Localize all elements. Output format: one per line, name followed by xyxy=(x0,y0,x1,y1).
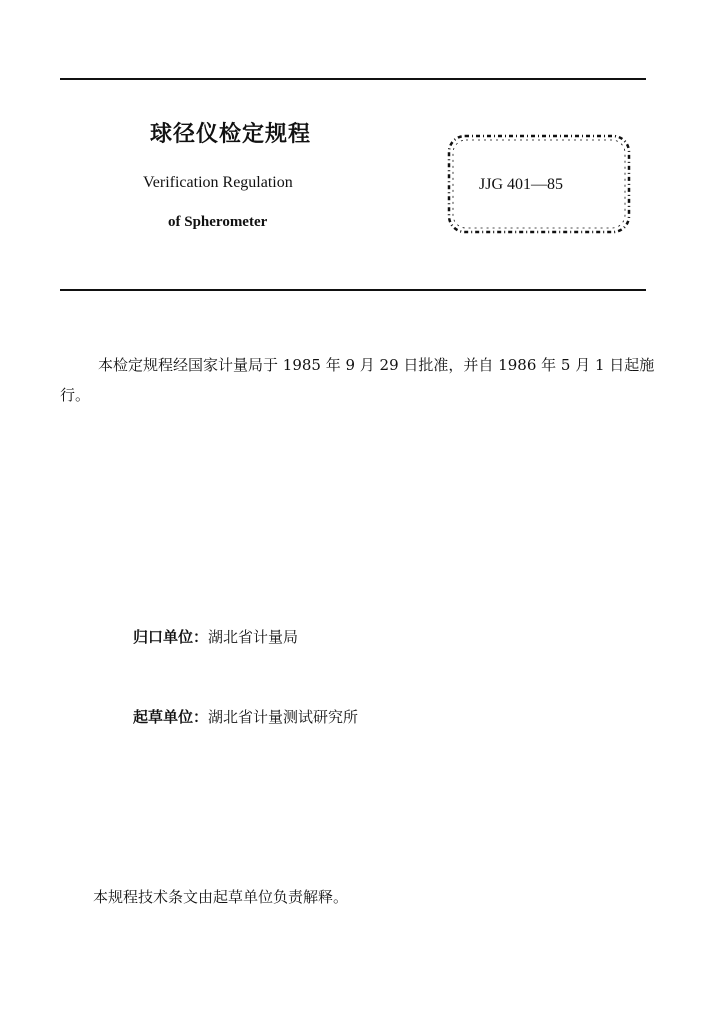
drafting-unit-label: 起草单位： xyxy=(133,708,209,726)
document-title-en-line1: Verification Regulation xyxy=(143,174,293,191)
approval-paragraph: 本检定规程经国家计量局于 1985 年 9 月 29 日批准，并自 1986 年 5 月 1 日起施行。 xyxy=(60,356,655,404)
drafting-unit-value: 湖北省计量测试研究所 xyxy=(208,708,359,726)
responsible-unit-label: 归口单位： xyxy=(133,628,209,646)
drafting-unit-row xyxy=(133,706,358,727)
top-rule xyxy=(60,78,646,80)
responsible-unit-value: 湖北省计量局 xyxy=(208,628,299,646)
document-title-en-line2: of Spherometer xyxy=(168,214,268,230)
bottom-rule xyxy=(60,289,646,291)
regulation-code: JJG 401—85 xyxy=(479,176,564,193)
responsible-unit-row xyxy=(133,626,298,647)
document-title-zh: 球径仪检定规程 xyxy=(150,122,312,147)
interpretation-note: 本规程技术条文由起草单位负责解释。 xyxy=(93,888,349,906)
regulation-code-box xyxy=(445,132,633,236)
